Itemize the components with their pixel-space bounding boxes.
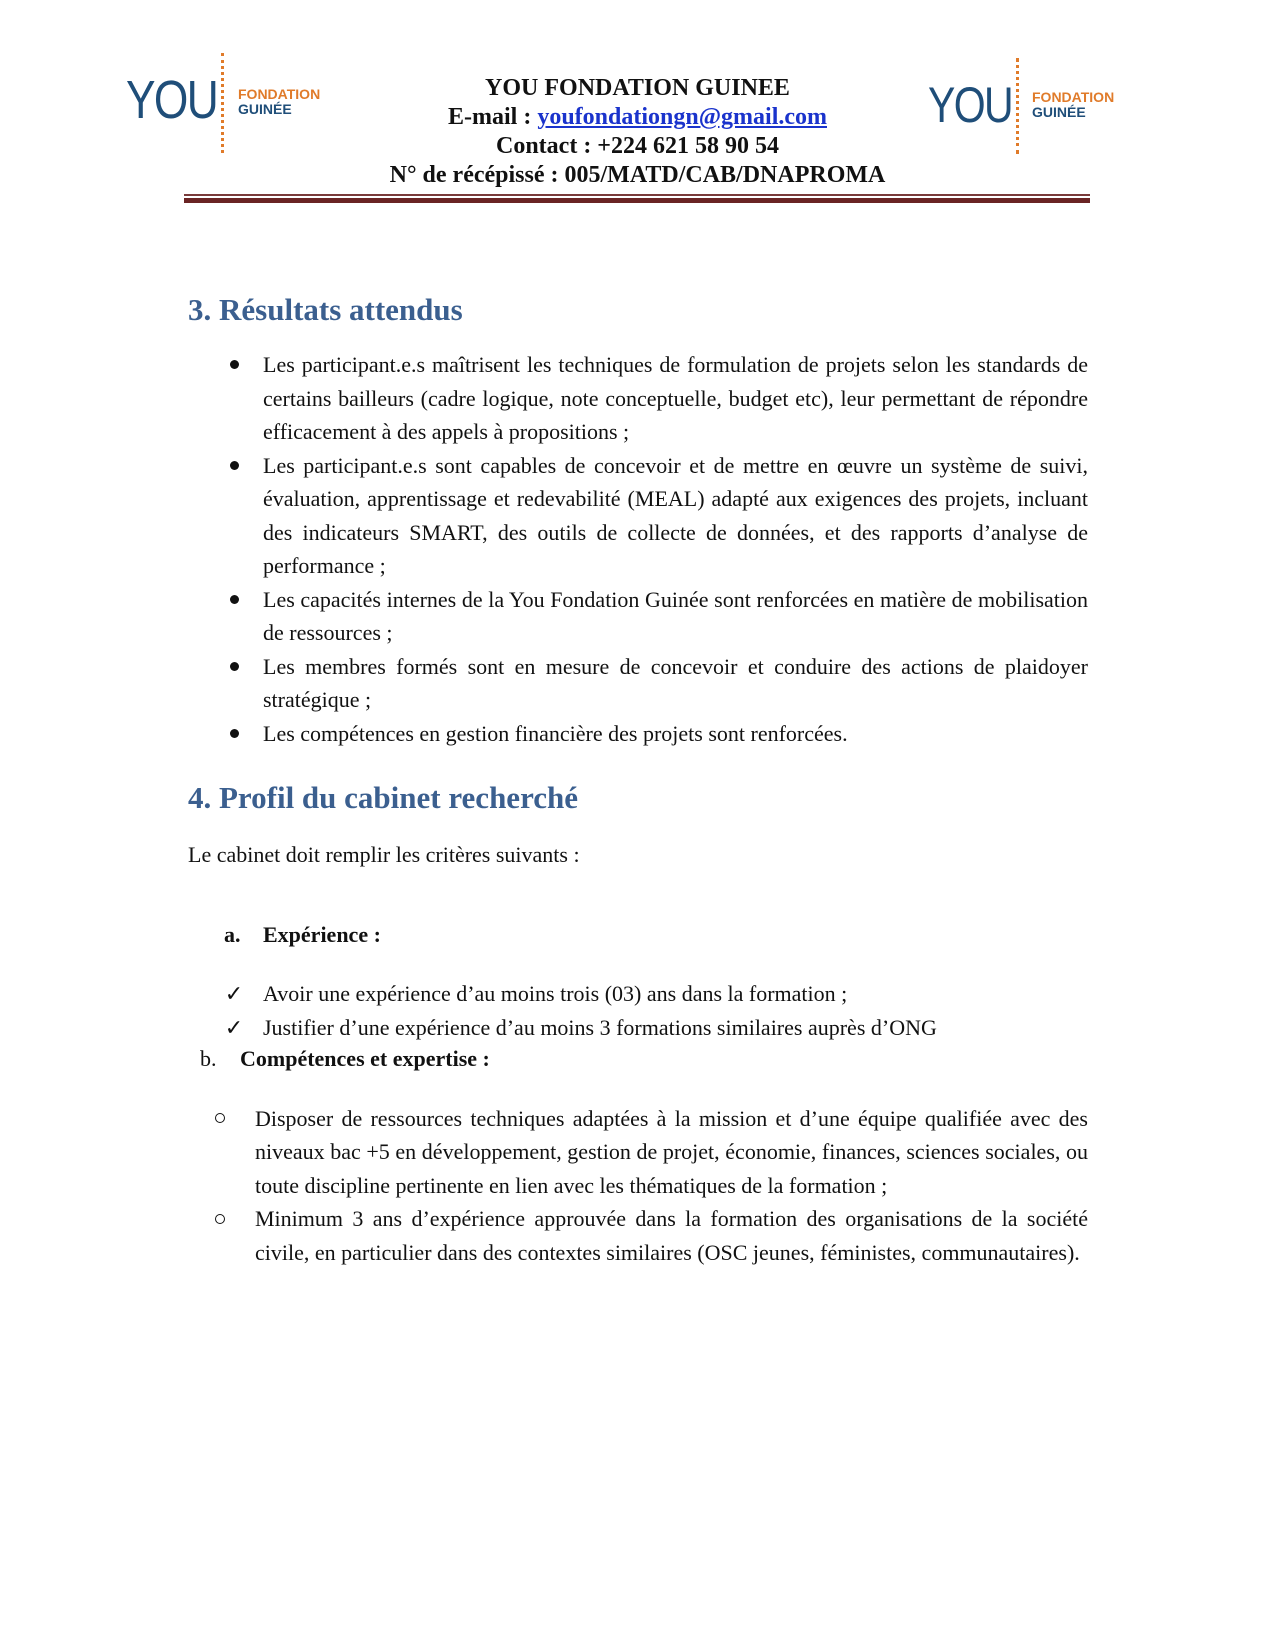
subsection-a-heading [188,918,1088,952]
logo-right [928,58,1118,163]
expertise-list [188,1102,1088,1270]
list-item: Les participant.e.s sont capables de concevoir et de mettre en œuvre un système de suivi, évaluation, apprentissage et redevabilité (MEAL) adapté aux exigences des projets, incluant des indicateurs SMART, des outils de collecte de données, et des rapports d’analyse de performance ; [188,449,1088,583]
logo-dotted-divider [221,53,224,153]
email-link[interactable]: youfondationgn@gmail.com [537,104,827,130]
circle-bullet-icon [210,1202,230,1236]
subsection-a-letter: a. [224,921,241,947]
org-name: YOU FONDATION GUINEE [485,75,790,101]
list-item: ✓ Avoir une expérience d’au moins trois (03) ans dans la formation ; [188,977,1088,1011]
org-contact: Contact : +224 621 58 90 54 [496,133,779,159]
bullet-icon [224,650,244,684]
document-body [188,290,1088,1269]
logo-dotted-divider [1016,58,1019,154]
list-item: Les membres formés sont en mesure de concevoir et conduire des actions de plaidoyer stratégique ; [188,650,1088,717]
list-item: Les compétences en gestion financière des projets sont renforcées. [188,717,1088,751]
email-label: E-mail : [447,104,538,130]
bullet-icon [224,583,244,617]
list-item: Les participant.e.s maîtrisent les techniques de formulation de projets selon les standards de certains bailleurs (cadre logique, note conceptuelle, budget etc), leur permettant de répondre efficacement à des appels à propositions ; [188,348,1088,449]
subsection-b-heading [188,1042,1088,1076]
logo-you-mark: YOU [928,77,1012,133]
org-header [300,74,975,190]
list-item: Disposer de ressources techniques adaptées à la mission et d’une équipe qualifiée avec des niveaux bac +5 en développement, gestion de projet, économie, finances, sciences sociales, ou toute discipline pertinente en lien avec les thématiques de la formation ; [188,1102,1088,1203]
list-item: Minimum 3 ans d’expérience approuvée dans la formation des organisations de la société civile, en particulier dans des contextes similaires (OSC jeunes, féministes, communautaires). [188,1202,1088,1269]
list-item: ✓ Justifier d’une expérience d’au moins 3 formations similaires auprès d’ONG [188,1011,1088,1045]
list-item: Les capacités internes de la You Fondation Guinée sont renforcées en matière de mobilisation de ressources ; [188,583,1088,650]
org-receipt: N° de récépissé : 005/MATD/CAB/DNAPROMA [389,162,886,188]
logo-you-mark: YOU [126,70,218,130]
circle-bullet-icon [210,1102,230,1136]
logo-left [126,53,326,158]
logo-guinee: GUINÉE [238,101,292,117]
results-list [188,348,1088,750]
checkmark-icon: ✓ [224,1014,244,1040]
checkmark-icon: ✓ [224,981,244,1006]
subsection-a-title: Expérience : [263,921,381,947]
header-divider [184,194,1090,203]
section-3-heading: 3. Résultats attendus [188,292,463,327]
bullet-icon [224,717,244,751]
bullet-icon [224,348,244,382]
logo-fondation: FONDATION [238,86,321,102]
org-email-line [300,103,975,132]
bullet-icon [224,449,244,483]
experience-list [188,977,1088,1044]
logo-fondation: FONDATION [1032,89,1115,105]
subsection-b-letter: b. [200,1046,217,1071]
logo-text [1032,90,1114,120]
section-4-intro: Le cabinet doit remplir les critères suivants : [188,842,580,867]
section-4-heading: 4. Profil du cabinet recherché [188,780,579,815]
subsection-b-title: Compétences et expertise : [240,1046,490,1071]
logo-guinee: GUINÉE [1032,104,1086,120]
